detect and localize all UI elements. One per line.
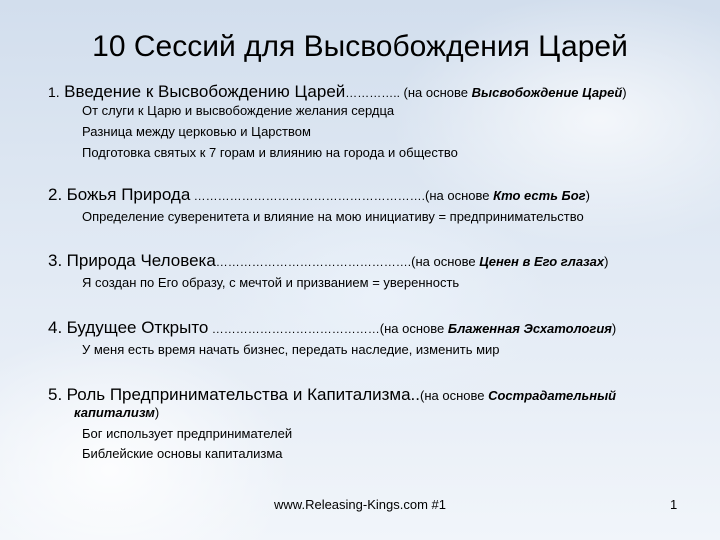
session-3-point-1: Я создан по Его образу, с мечтой и призванием = уверенность: [82, 275, 460, 290]
session-1-dots: …………..: [345, 86, 400, 100]
slide-title: 10 Сессий для Высвобождения Царей: [92, 30, 628, 63]
session-1-number: 1.: [48, 84, 60, 100]
session-3-basis-title: Ценен в Его глазах: [479, 254, 605, 269]
session-3-name: Природа Человека: [66, 251, 216, 270]
session-4-number: 4.: [48, 318, 63, 337]
session-5-name: Роль Предпринимательства и Капитализма: [66, 385, 411, 404]
session-3-dots: ………………………………………….: [215, 255, 412, 269]
session-2-dots: ………………………………………………….: [190, 189, 425, 203]
session-5-dots: ..: [410, 385, 420, 404]
session-4-name: Будущее Открыто: [66, 318, 209, 337]
session-2-basis-title: Кто есть Бог: [493, 188, 586, 203]
session-1-point-3: Подготовка святых к 7 горам и влиянию на города и общество: [82, 145, 458, 160]
session-1-point-2: Разница между церковью и Царством: [82, 124, 311, 139]
session-1-basis-suffix: ): [622, 85, 627, 100]
session-3-basis-prefix: (на основе: [411, 254, 480, 269]
footer-url: www.Releasing-Kings.com #1: [274, 497, 446, 512]
session-3-heading: [48, 251, 608, 271]
session-4-heading: [48, 318, 616, 338]
session-4-point-1: У меня есть время начать бизнес, передать наследие, изменить мир: [82, 342, 500, 357]
session-5-heading: [48, 385, 616, 405]
session-2-name: Божья Природа: [66, 185, 191, 204]
session-5-basis-title: Сострадательный: [488, 388, 617, 403]
session-1-point-1: От слуги к Царю и высвобождение желания сердца: [82, 103, 395, 118]
session-1-basis-title: Высвобождение Царей: [471, 85, 623, 100]
session-2-basis-suffix: ): [585, 188, 590, 203]
session-1-heading: [48, 82, 627, 102]
session-4-basis-prefix: (на основе: [379, 321, 448, 336]
session-2-point-1: Определение суверенитета и влияние на мою инициативу = предпринимательство: [82, 209, 584, 224]
session-2-basis-prefix: (на основе: [424, 188, 494, 203]
session-5-basis-continuation: [74, 405, 159, 420]
session-3-basis-suffix: ): [604, 254, 609, 269]
session-1-basis-prefix: (на основе: [399, 85, 472, 100]
session-1-name: Введение к Высвобождению Царей: [64, 82, 346, 101]
session-5-point-2: Библейские основы капитализма: [82, 446, 283, 461]
session-5-basis-suffix: ): [154, 405, 160, 420]
session-5-basis-title-cont: капитализм: [74, 405, 155, 420]
page-number: 1: [670, 497, 678, 512]
session-4-basis-suffix: ): [611, 321, 617, 336]
session-3-number: 3.: [48, 251, 63, 270]
session-5-basis-prefix: (на основе: [420, 388, 489, 403]
session-5-point-1: Бог использует предпринимателей: [82, 426, 293, 441]
session-2-heading: [48, 185, 590, 205]
session-4-basis-title: Блаженная Эсхатология: [447, 321, 612, 336]
session-5-number: 5.: [48, 385, 63, 404]
session-2-number: 2.: [48, 185, 63, 204]
session-4-dots: ……………………………………: [208, 322, 380, 336]
